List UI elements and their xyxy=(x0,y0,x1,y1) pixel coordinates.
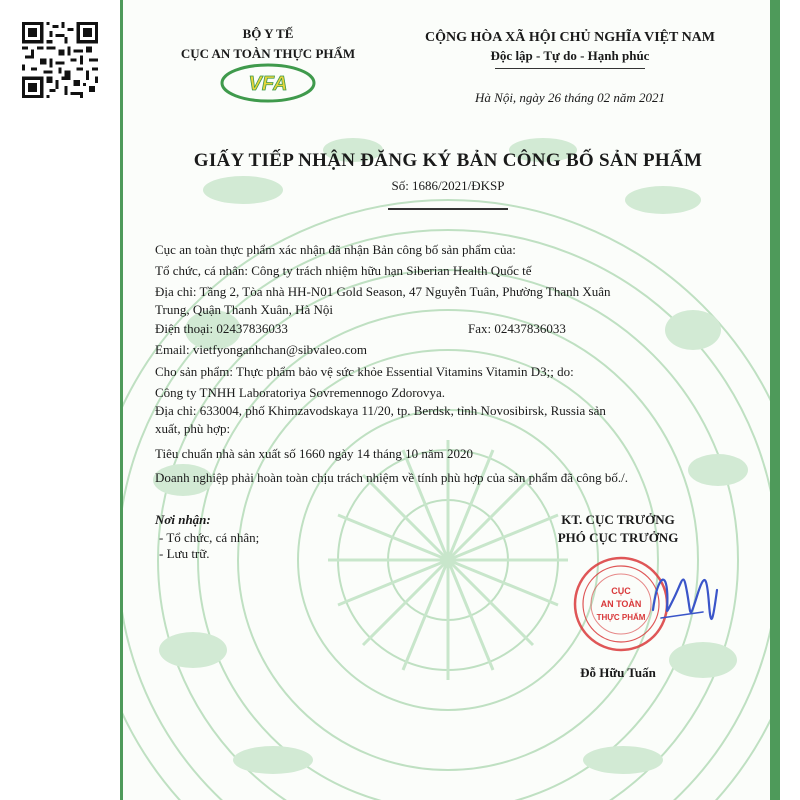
agency-name: CỤC AN TOÀN THỰC PHẨM xyxy=(180,46,356,61)
svg-text:VFA: VFA xyxy=(248,73,288,95)
ministry-name: BỘ Y TẾ xyxy=(242,26,294,41)
title-underline xyxy=(388,208,508,210)
document-title: GIẤY TIẾP NHẬN ĐĂNG KÝ BẢN CÔNG BỐ SẢN PHẨM xyxy=(193,150,703,171)
responsibility-note: Doanh nghiệp phải hoàn toàn chịu trách nhiệm về tính phù hợp của sản phẩm đã công bố./. xyxy=(155,470,628,485)
stamp-text-2: AN TOÀN xyxy=(600,599,642,609)
stamp-text-1: CỤC xyxy=(611,586,631,596)
country-name: CỘNG HÒA XÃ HỘI CHỦ NGHĨA VIỆT NAM xyxy=(424,30,715,45)
manufacturer: Công ty TNHH Laboratoriya Sovremennogo Zdorovya. xyxy=(155,385,446,400)
fax: Fax: 02437836033 xyxy=(468,321,566,336)
stamp-text-3: THỰC PHẨM xyxy=(596,613,646,622)
recipient-1: - Tổ chức, cá nhân; xyxy=(159,530,260,545)
manufacturer-address-2: xuất, phù hợp: xyxy=(155,421,231,436)
national-motto: Độc lập - Tự do - Hạnh phúc xyxy=(490,48,650,63)
vfa-logo xyxy=(218,62,318,104)
manufacturer-address-1: Địa chỉ: 633004, phố Khimzavodskaya 11/20, tp. Berdsk, tỉnh Novosibirsk, Russia sản xyxy=(155,403,606,418)
motto-underline xyxy=(495,68,645,69)
document-number: Số: 1686/2021/ĐKSP xyxy=(391,178,505,193)
signer-name: Đỗ Hữu Tuấn xyxy=(580,665,656,680)
signer-role-2: PHÓ CỤC TRƯỞNG xyxy=(557,530,679,545)
recipient-2: - Lưu trữ. xyxy=(159,546,210,561)
phone: Điện thoại: 02437836033 xyxy=(155,321,288,336)
organization: Tổ chức, cá nhân: Công ty trách nhiệm hữu hạn Siberian Health Quốc tế xyxy=(155,263,532,278)
product: Cho sản phẩm: Thực phẩm bảo vệ sức khỏe Essential Vitamins Vitamin D3;; do: xyxy=(155,364,574,379)
address-line-1: Địa chỉ: Tầng 2, Tòa nhà HH-N01 Gold Season, 47 Nguyễn Tuân, Phường Thanh Xuân xyxy=(155,284,611,299)
address-line-2: Trung, Quận Thanh Xuân, Hà Nội xyxy=(155,302,334,317)
email: Email: vietfyonganhchan@sibvaleo.com xyxy=(155,342,367,357)
signer-role-1: KT. CỤC TRƯỞNG xyxy=(561,512,675,527)
recipients-heading: Nơi nhận: xyxy=(155,512,211,527)
qr-code xyxy=(22,22,98,98)
intro-text: Cục an toàn thực phẩm xác nhận đã nhận Bản công bố sản phẩm của: xyxy=(155,242,516,257)
handwritten-signature xyxy=(643,560,723,640)
standard: Tiêu chuẩn nhà sản xuất số 1660 ngày 14 tháng 10 năm 2020 xyxy=(155,446,473,461)
issue-date: Hà Nội, ngày 26 tháng 02 năm 2021 xyxy=(475,90,665,105)
certificate-page xyxy=(120,0,780,800)
